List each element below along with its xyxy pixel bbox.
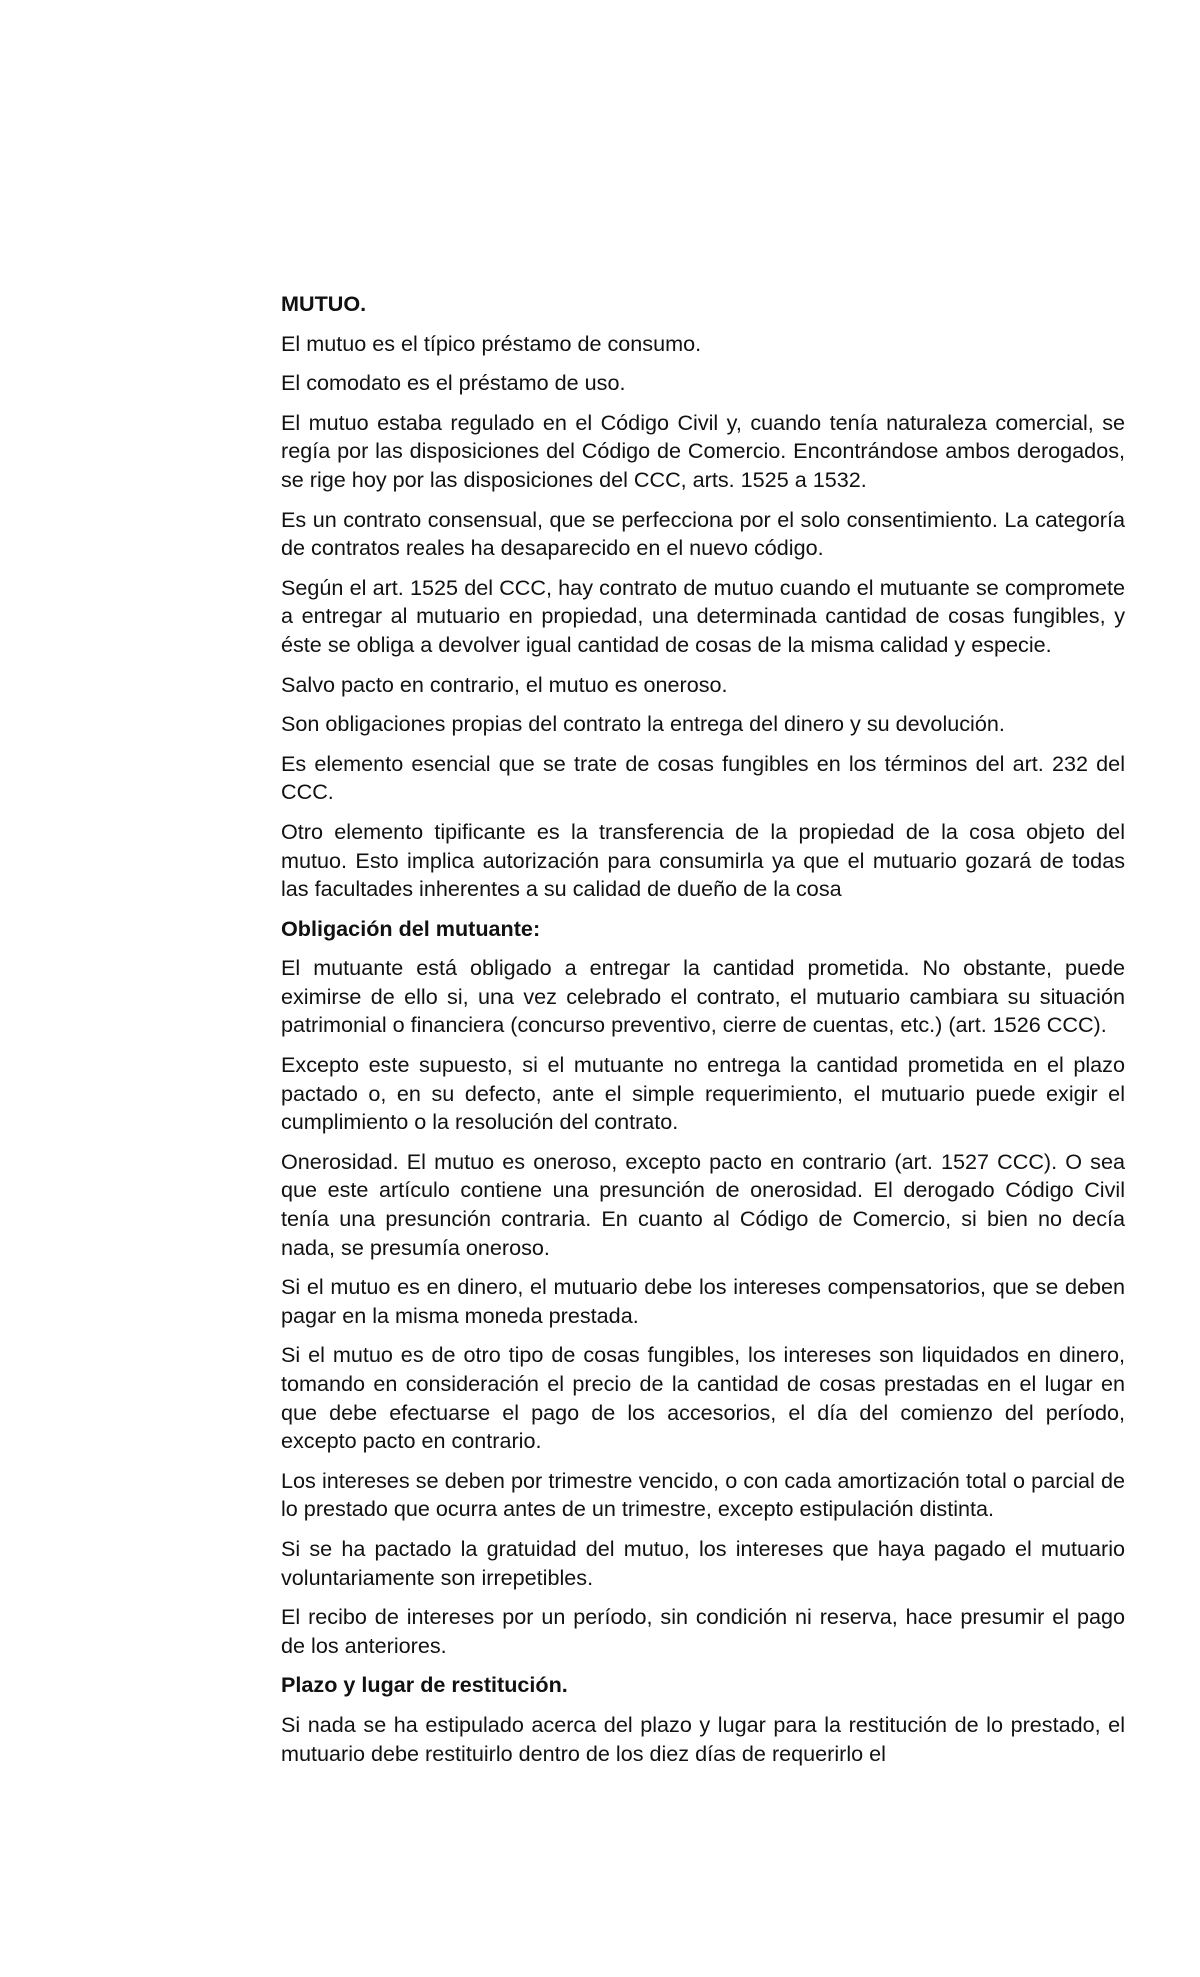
paragraph: Salvo pacto en contrario, el mutuo es oneroso. — [281, 671, 728, 697]
paragraph: Es un contrato consensual, que se perfecciona por el solo consentimiento. La categoría de contratos reales ha desaparecido en el nuevo código. — [281, 506, 1125, 561]
paragraph: Los intereses se deben por trimestre vencido, o con cada amortización total o parcial de lo prestado que ocurra antes de un trimestre, excepto estipulación distinta. — [281, 1467, 1125, 1522]
paragraph: Si se ha pactado la gratuidad del mutuo, los intereses que haya pagado el mutuario voluntariamente son irrepetibles. — [281, 1535, 1125, 1590]
paragraph: El mutuante está obligado a entregar la cantidad prometida. No obstante, puede eximirse de ello si, una vez celebrado el contrato, el mutuario cambiara su situación patrimonial o financiera (concurso preventivo, cierre de cuentas, etc.) (art. 1526 CCC). — [281, 955, 1125, 1038]
section-heading: Obligación del mutuante: — [281, 915, 541, 941]
paragraph: El comodato es el préstamo de uso. — [281, 370, 626, 396]
paragraph: El recibo de intereses por un período, sin condición ni reserva, hace presumir el pago de los anteriores. — [281, 1604, 1125, 1658]
paragraph: Es elemento esencial que se trate de cosas fungibles en los términos del art. 232 del CCC. — [281, 750, 1125, 805]
paragraph: Según el art. 1525 del CCC, hay contrato de mutuo cuando el mutuante se compromete a entregar al mutuario en propiedad, una determinada cantidad de cosas fungibles, y éste se obliga a devolver igual cantidad de cosas de la misma calidad y especie. — [281, 574, 1125, 657]
paragraph: Excepto este supuesto, si el mutuante no entrega la cantidad prometida en el plazo pactado o, en su defecto, ante el simple requerimiento, el mutuario puede exigir el cumplimiento o la resolución del contrato. — [281, 1052, 1125, 1135]
paragraph: El mutuo es el típico préstamo de consumo. — [281, 330, 702, 356]
paragraph: Si nada se ha estipulado acerca del plazo y lugar para la restitución de lo prestado, el mutuario debe restituirlo dentro de los diez días de requerirlo el — [281, 1711, 1125, 1766]
section-heading: Plazo y lugar de restitución. — [281, 1672, 568, 1698]
paragraph: Onerosidad. El mutuo es oneroso, excepto pacto en contrario (art. 1527 CCC). O sea que este artículo contiene una presunción de onerosidad. El derogado Código Civil tenía una presunción contraria. En cuanto al Código de Comercio, si bien no decía nada, se presumía oneroso. — [281, 1148, 1125, 1260]
paragraph: Si el mutuo es de otro tipo de cosas fungibles, los intereses son liquidados en dinero, tomando en consideración el precio de la cantidad de cosas prestadas en el lugar en que debe efectuarse el pago de los accesorios, el día del comienzo del período, excepto pacto en contrario. — [281, 1342, 1125, 1454]
paragraph: Otro elemento tipificante es la transferencia de la propiedad de la cosa objeto del mutuo. Esto implica autorización para consumirla ya que el mutuario gozará de todas las facultades inherentes a su calidad de dueño de la cosa — [281, 818, 1125, 902]
paragraph: El mutuo estaba regulado en el Código Civil y, cuando tenía naturaleza comercial, se regía por las disposiciones del Código de Comercio. Encontrándose ambos derogados, se rige hoy por las disposiciones del CCC, arts. 1525 a 1532. — [281, 409, 1125, 492]
document-title: MUTUO. — [281, 291, 367, 316]
paragraph: Si el mutuo es en dinero, el mutuario debe los intereses compensatorios, que se deben pagar en la misma moneda prestada. — [281, 1274, 1125, 1328]
document-page — [281, 290, 1125, 1779]
paragraph: Son obligaciones propias del contrato la entrega del dinero y su devolución. — [281, 711, 1005, 737]
